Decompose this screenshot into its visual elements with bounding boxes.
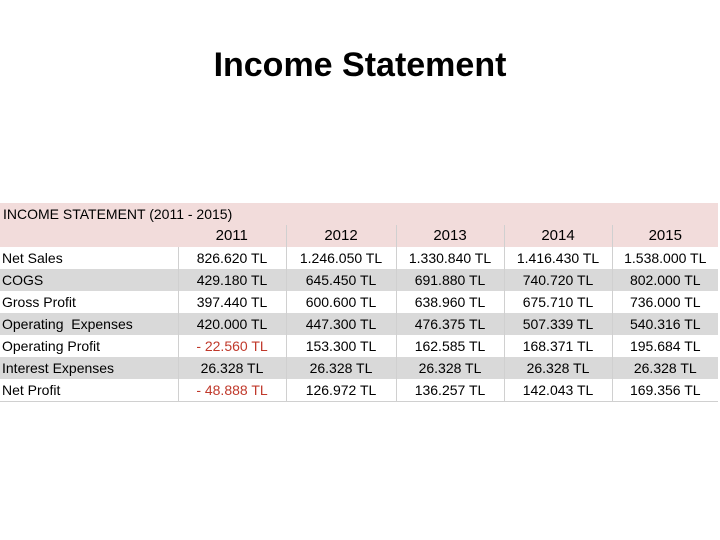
cell-value: 26.328 TL [178,357,286,379]
year-header: 2015 [612,225,718,247]
cell-value: 691.880 TL [396,269,504,291]
table-row-operating-expenses [0,313,718,335]
cell-value-negative: - 48.888 TL [178,379,286,402]
cell-value: 168.371 TL [504,335,612,357]
cell-value: 826.620 TL [178,247,286,269]
row-label: Net Profit [0,379,178,402]
cell-value: 802.000 TL [612,269,718,291]
cell-value: 447.300 TL [286,313,396,335]
table-banner: INCOME STATEMENT (2011 - 2015) [0,203,718,225]
cell-value: 736.000 TL [612,291,718,313]
cell-value: 1.538.000 TL [612,247,718,269]
cell-value: 540.316 TL [612,313,718,335]
cell-value: 507.339 TL [504,313,612,335]
row-label: Operating Expenses [0,313,178,335]
cell-value: 1.416.430 TL [504,247,612,269]
cell-value: 169.356 TL [612,379,718,402]
table-row-interest-expenses [0,357,718,379]
year-header: 2011 [178,225,286,247]
year-header: 2012 [286,225,396,247]
table-banner-row [0,203,718,225]
year-header: 2014 [504,225,612,247]
table-row-cogs [0,269,718,291]
row-label: Operating Profit [0,335,178,357]
income-statement-table [0,203,718,402]
table-row-net-sales [0,247,718,269]
cell-value: 136.257 TL [396,379,504,402]
table-row-gross-profit [0,291,718,313]
cell-value: 645.450 TL [286,269,396,291]
row-label: Net Sales [0,247,178,269]
cell-value: 638.960 TL [396,291,504,313]
year-header-blank [0,225,178,247]
cell-value: 26.328 TL [612,357,718,379]
cell-value: 740.720 TL [504,269,612,291]
cell-value: 26.328 TL [504,357,612,379]
table-row-operating-profit [0,335,718,357]
table-row-net-profit [0,379,718,402]
row-label: Interest Expenses [0,357,178,379]
cell-value: 1.246.050 TL [286,247,396,269]
cell-value: 142.043 TL [504,379,612,402]
row-label: COGS [0,269,178,291]
slide-title: Income Statement [213,46,507,84]
cell-value: 397.440 TL [178,291,286,313]
cell-value: 1.330.840 TL [396,247,504,269]
cell-value-negative: - 22.560 TL [178,335,286,357]
cell-value: 476.375 TL [396,313,504,335]
cell-value: 26.328 TL [286,357,396,379]
year-header-row [0,225,718,247]
cell-value: 26.328 TL [396,357,504,379]
cell-value: 600.600 TL [286,291,396,313]
cell-value: 420.000 TL [178,313,286,335]
cell-value: 429.180 TL [178,269,286,291]
cell-value: 195.684 TL [612,335,718,357]
cell-value: 675.710 TL [504,291,612,313]
row-label: Gross Profit [0,291,178,313]
cell-value: 162.585 TL [396,335,504,357]
year-header: 2013 [396,225,504,247]
cell-value: 126.972 TL [286,379,396,402]
cell-value: 153.300 TL [286,335,396,357]
